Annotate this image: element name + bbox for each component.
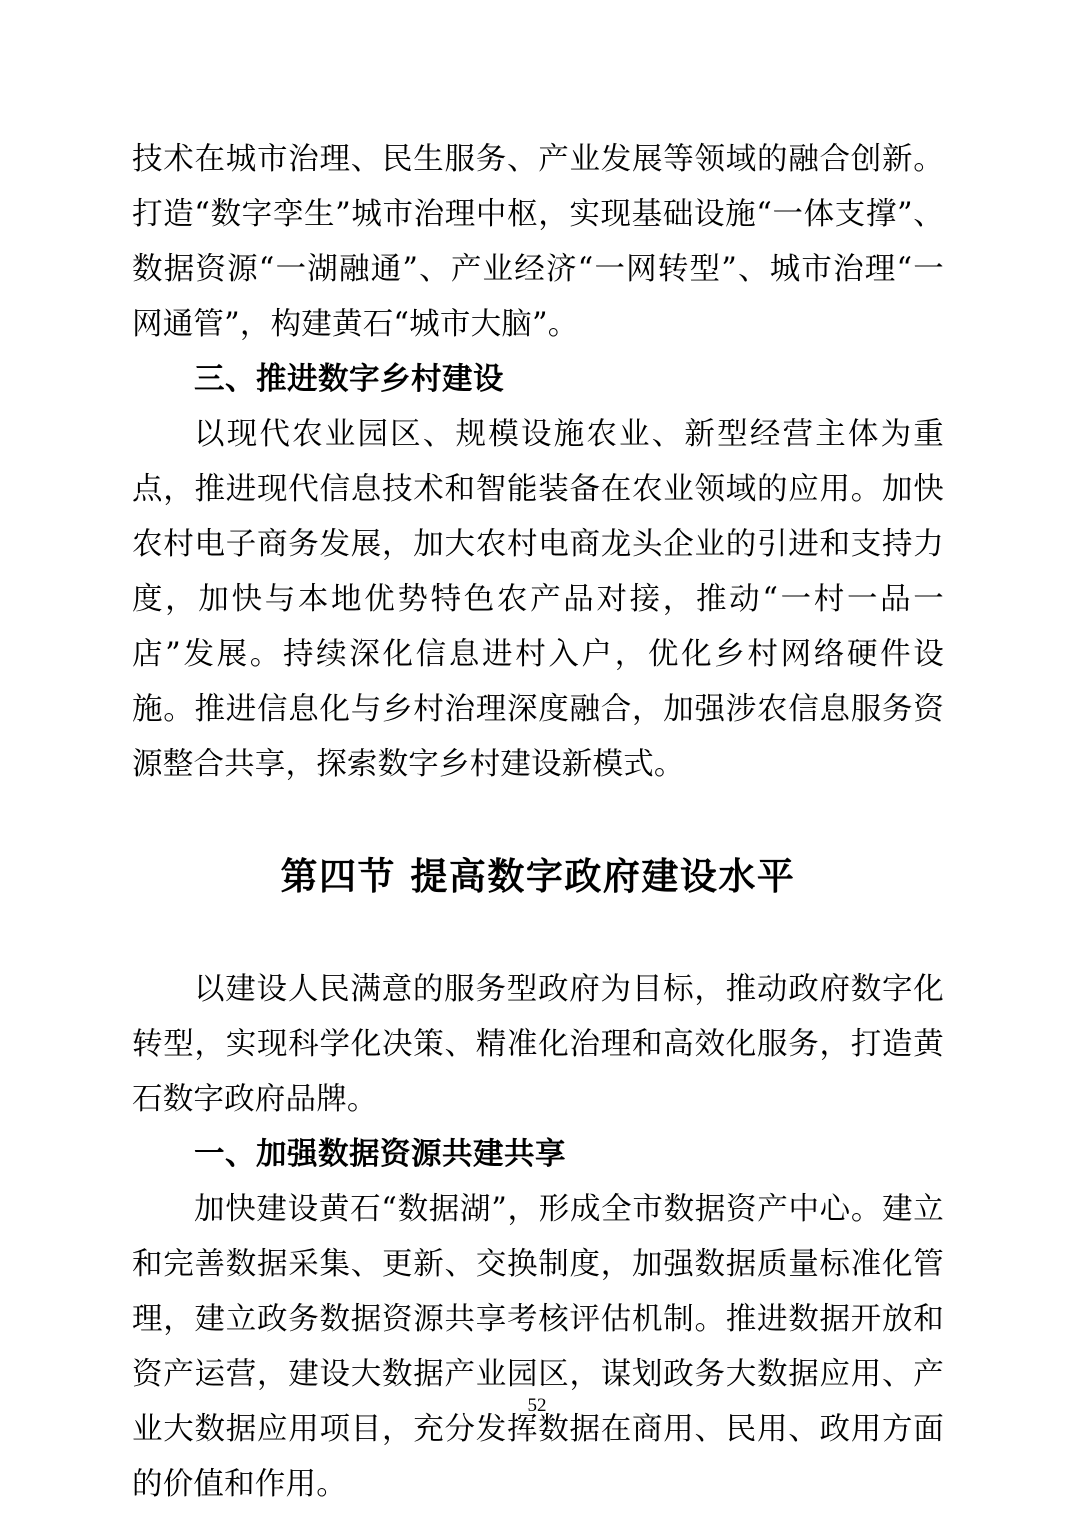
section-heading-three: 三、推进数字乡村建设 (194, 362, 504, 397)
paragraph-government-intro: 以建设人民满意的服务型政府为目标，推动政府数字化转型，实现科学化决策、精准化治理和高效化服务，打造黄石数字政府品牌。 (132, 972, 944, 1117)
paragraph-continued: 技术在城市治理、民生服务、产业发展等领域的融合创新。打造“数字孪生”城市治理中枢，实现基础设施“一体支撑”、数据资源“一湖融通”、产业经济“一网转型”、城市治理“一网通管”，构建黄石“城市大脑”。 (132, 142, 944, 342)
paragraph-digital-rural: 以现代农业园区、规模设施农业、新型经营主体为重点，推进现代信息技术和智能装备在农业领域的应用。加快农村电子商务发展，加大农村电商龙头企业的引进和支持力度，加快与本地优势特色农产品对接，推动“一村一品一店”发展。持续深化信息进村入户，优化乡村网络硬件设施。推进信息化与乡村治理深度融合，加强涉农信息服务资源整合共享，探索数字乡村建设新模式。 (132, 417, 944, 782)
chapter-title: 第四节 提高数字政府建设水平 (280, 854, 796, 898)
section-heading-one: 一、加强数据资源共建共享 (194, 1137, 566, 1172)
paragraph-data-resources: 加快建设黄石“数据湖”，形成全市数据资产中心。建立和完善数据采集、更新、交换制度，加强数据质量标准化管理，建立政务数据资源共享考核评估机制。推进数据开放和资产运营，建设大数据产业园区，谋划政务大数据应用、产业大数据应用项目，充分发挥数据在商用、民用、政用方面的价值和作用。 (132, 1192, 944, 1502)
spacer-before-chapter (132, 792, 944, 848)
spacer-after-chapter (132, 904, 944, 962)
page-number: 52 (527, 1395, 547, 1416)
page-content (132, 132, 944, 1512)
